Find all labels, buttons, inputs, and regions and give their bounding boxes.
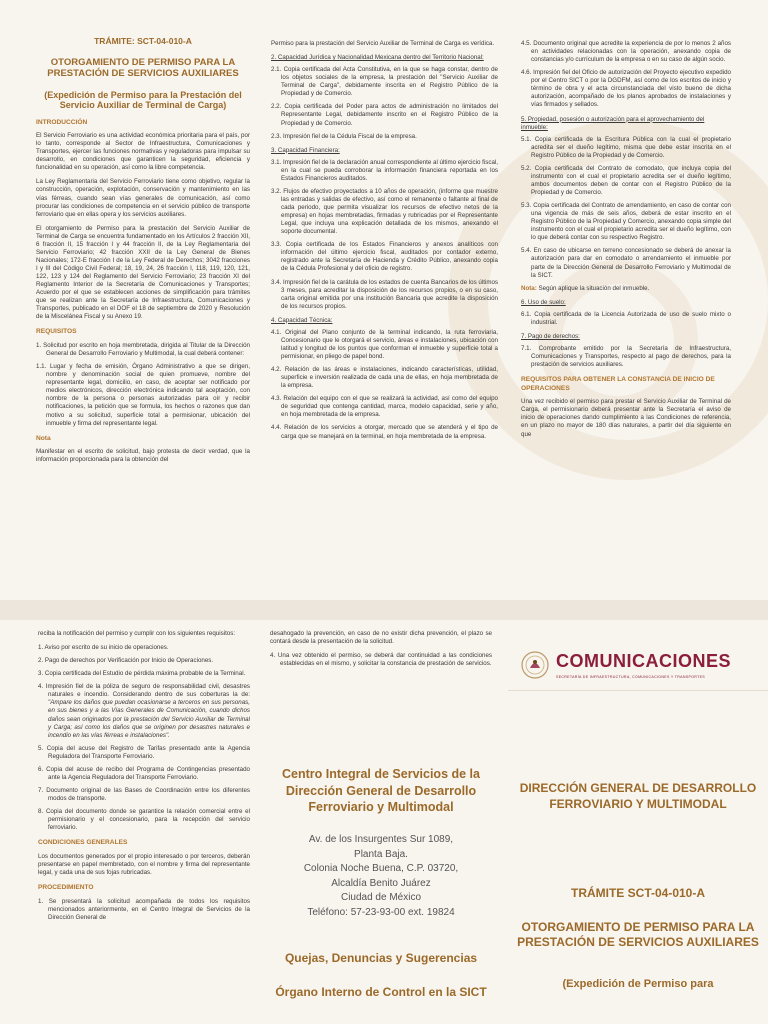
service-center-title: Centro Integral de Servicios de la Dirección General de Desarrollo Ferroviario y Multimodal [282,767,480,814]
intro-heading: INTRODUCCIÓN [36,118,88,126]
constancia-text: Una vez recibido el permiso para prestar el Servicio Auxiliar de Terminal de Carga, el permisionario deberá presentar ante la Secretaría el aviso de inicio de operaciones dando cumplimiento a las Condiciones de referencia, en un plazo no mayor de 180 días naturales, a partir del día siguiente en que [521,398,731,438]
requirement-item: 4.3. Relación del equipo con el que se realizará la actividad, así como del equipo de seguridad que contenga cantidad, marca, modelo capacidad, serie y año, en hoja membretada de la empresa. [271,395,498,419]
intro-paragraph: El otorgamiento de Permiso para la prestación del Servicio Auxiliar de Terminal de Carga se encuentra fundamentado en los Artículos 2 fracción XII, 6 fracción II, 15 fracción I y 44 fracción II, de la Ley Reglamentaria del Servicio Ferroviario; 42 fracción XXII de la Ley General de Bienes Nacionales; 172-E fracción I de la Ley Federal de Derechos; 3042 fracciones I y III del Código Civil Federal; 18, 19, 24, 26 fracción I, 118, 119, 120, 121, 122, 123 y 124 del Reglamento del Servicio Ferroviario; 23 fracción XI del Reglamento Interior de la Secretaría de Comunicaciones y Transportes; Acuerdo por el que se establecen acciones de simplificación para trámites que se realizan ante la Secretaría de Infraestructura, Comunicaciones y Transportes, publicado en el DOF el 18 de septiembre de 2020 y Resolución de la Miscelánea Fiscal y su Anexo 19. [36,224,250,321]
requirement-item: 1. Solicitud por escrito en hoja membretada, dirigida al Titular de la Dirección General de Desarrollo Ferroviario y Multimodal, la cual deberá contener: [36,342,250,358]
cover-title: OTORGAMIENTO DE PERMISO PARA LA PRESTACIÓN DE SERVICIOS AUXILIARES [517,919,759,950]
bottom-column-1 [38,630,250,927]
requirement-item: 5.3. Copia certificada del Contrato de arrendamiento, en caso de contar con una vigencia de más de seis años, deberá de estar inscrito en el Registro Público de la Propiedad y Comercio, anexando copia simple del instrumento con el cual el propietario acredita ser el dueño legítimo, con lo que deberá contar con su respectivo Registro. [521,202,731,242]
procedure-heading: PROCEDIMIENTO [38,884,94,891]
note-heading: Nota [36,434,51,442]
section-heading: 4. Capacidad Técnica: [271,316,333,324]
requirement-item: 5.2. Copia certificada del Contrato de comodato, que incluya copia del instrumento con el cual el propietario acredita ser el dueño legítimo, ambos documentos deben de contar con el Registro Público de la Propiedad y de Comercio. [521,164,731,196]
complaints-heading: Quejas, Denuncias y Sugerencias [284,951,478,965]
requirement-item: 5. Copia del acuse del Registro de Tarifas presentado ante la Agencia Reguladora del Transporte Ferroviario. [38,744,250,760]
note-label: Nota: [521,284,537,292]
requirement-item: 3.1. Impresión fiel de la declaración anual correspondiente al último ejercicio fiscal, en la cual se pueda corroborar la información financiera reportada en los Estados Financieros auditados. [271,158,498,182]
requirement-item [38,683,250,739]
requirement-item: 4.1. Original del Plano conjunto de la terminal indicando, la ruta ferroviaria, Concesionario que le otorgará el servicio, áreas e instalaciones, ubicación con latitud y longitud de los puntos que conforman el inmueble y superficie total a permisionar, en pliego de papel bond. [271,328,498,360]
requirement-item: 6. Copia del acuse de recibo del Programa de Contingencias presentado ante la Agencia Reguladora del Transporte Ferroviario. [38,765,250,781]
brand-header [508,640,768,691]
requirement-item: 3.3. Copia certificada de los Estados Financieros y anexos analíticos con información del último ejercicio fiscal, auditados por contador externo, registrado ante la Secretaría de Hacienda y Crédito Público, anexando copia de la Cédula Profesional y del oficio de registro. [271,241,498,273]
directorate-title: DIRECCIÓN GENERAL DE DESARROLLO FERROVIARIO Y MULTIMODAL [519,781,757,811]
intro-paragraph: La Ley Reglamentaria del Servicio Ferroviario tiene como objetivo, regular la construcción, operación, explotación, conservación y mantenimiento en las vías férreas, cuando sean vías generales de comunicación, así como procurar las condiciones de competencia en el servicio público de transporte ferroviario que en ellas opera y los servicios auxiliares. [36,178,250,218]
requirements-heading: REQUISITOS [36,328,77,336]
requirement-item: 4.2. Relación de las áreas e instalaciones, indicando características, utilidad, superficie e inversión realizada de cada una de ellas, en hoja membretada de la empresa. [271,366,498,390]
tramite-code: TRÁMITE: SCT-04-010-A [94,36,192,46]
constancia-heading: REQUISITOS PARA OBTENER LA CONSTANCIA DE INICIO DE OPERACIONES [521,376,715,392]
requirement-item: 7.1. Comprobante emitido por la Secretaría de Infraestructura, Comunicaciones y Transportes, respecto al pago de derechos, para la prestación de servicios auxiliares. [521,344,731,369]
requirement-item: 2.1. Copia certificada del Acta Constitutiva, en la que se haga constar, dentro de los objetos sociales de la empresa, la prestación del "Servicio Auxiliar de Terminal de Carga", debidamente inscrita en el Registro Público de la Propiedad y de Comercio. [271,66,498,98]
top-column-3 [521,40,731,445]
procedure-item: 1. Se presentará la solicitud acompañada de todos los requisitos mencionados anteriormente, en el Centro Integral de Servicios de la Dirección General de [38,897,250,921]
requirement-item: 6.1. Copia certificada de la Licencia Autorizada de uso de suelo mixto o industrial. [521,310,731,326]
brand-name: COMUNICACIONES [556,651,732,672]
note-line [521,285,731,293]
section-heading: 7. Pago de derechos: [521,332,580,340]
conditions-heading: CONDICIONES GENERALES [38,839,128,847]
coverage-quote: "Ampare los daños que puedan ocasionarse a terceros en sus personas, en sus bienes y a las Vías Generales de Comunicación, cuando dichos daños sean originados por la prestación del Servicio Auxiliar de Terminal y Carga; así como los daños que se originen por desastres naturales e incendio en las vías férreas e instalaciones". [48,699,250,739]
bottom-page [0,620,768,1024]
continued-text: desahogado la prevención, en caso de no existir dicha prevención, el plazo se contará desde la presentación de la solicitud. [270,630,492,646]
requirement-item: 4.4. Relación de los servicios a otorgar, mercado que se atenderá y el tipo de carga que se manejará en la terminal, en hoja membretada de la empresa. [271,424,498,440]
page-divider [0,600,768,620]
document-title: OTORGAMIENTO DE PERMISO PARA LA PRESTACIÓN DE SERVICIOS AUXILIARES [47,57,239,80]
requirement-item: 3. Copia certificada del Estudio de pérdida máxima probable de la Terminal. [38,670,246,678]
procedure-item: 4. Una vez obtenido el permiso, se deberá dar continuidad a las condiciones establecidas en el mismo, y solicitar la constancia de prestación de servicios. [270,652,492,668]
section-heading: 6. Uso de suelo: [521,298,566,306]
requirement-item: 2. Pago de derechos por Verificación por Inicio de Operaciones. [38,657,214,665]
requirement-item: 1.1. Lugar y fecha de emisión, Órgano Administrativo a que se dirigen, nombre y denominación social de quien promueve, nombre del representante legal, domicilio, en caso, de aceptar ser notificado por medios electrónicos, dirección electrónica indicando tal aceptación, con nombre de la persona o personas autorizadas para oír y recibir notificaciones, la petición que se formula, los hechos o razones que dan motivo a su solicitud, superficie total a permisionar, ubicación del inmueble y firma del representante legal. [36,363,250,427]
section-heading: 3. Capacidad Financiera: [271,146,340,154]
requirement-item: 2.2. Copia certificada del Poder para actos de administración no limitados del Representante Legal, debidamente inscrito en el Registro Público de la Propiedad y de Comercio. [271,103,498,127]
internal-control-heading: Órgano Interno de Control en la SICT [275,985,487,1000]
address-line: Planta Baja. [354,848,408,860]
requirement-text: 4. Impresión fiel de la póliza de seguro de responsabilidad civil, desastres naturales e incendio. Considerando dentro de sus coberturas la de: [38,683,250,699]
address-line: Colonia Noche Buena, C.P. 03720, [303,863,459,874]
top-column-2 [271,40,498,446]
requirement-item: 5.1. Copia certificada de la Escritura Pública con la cual el propietario acredita ser el dueño legítimo, misma que debe estar inscrita en el Registro Público de la Propiedad y de Comercio. [521,135,731,159]
cover-panel [508,640,768,1024]
continued-text: reciba la notificación del permiso y cumplir con los siguientes requisitos: [38,630,236,637]
document-subtitle: (Expedición de Permiso para la Prestación del Servicio Auxiliar de Terminal de Carga) [44,89,242,111]
section-heading: 5. Propiedad, posesión o autorización para el aprovechamiento del inmueble: [521,115,705,131]
cover-tramite-code: TRÁMITE SCT-04-010-A [570,886,706,901]
requirement-item: 3.4. Impresión fiel de la carátula de los estados de cuenta Bancarios de los últimos 3 meses, para acreditar la disposición de los recursos propios, o en su caso, carta original emitida por una institución Bancaria que acredite la disposición de los recursos propios. [271,278,498,310]
national-emblem-icon [520,650,550,680]
requirement-item: 5.4. En caso de ubicarse en terreno concesionado se deberá de anexar la autorización para dar en comodato o arrendamiento el inmueble por parte de la Dirección General de Desarrollo Ferroviario y Multimodal de la SICT. [521,247,731,279]
requirement-item: 2.3. Impresión fiel de la Cédula Fiscal de la empresa. [271,132,417,140]
requirement-item: 1. Aviso por escrito de su inicio de operaciones. [38,644,169,652]
intro-paragraph: El Servicio Ferroviario es una actividad económica prioritaria para el país, por lo tanto, corresponde al Sector de Infraestructura, Comunicaciones y Transportes, ejercer las funciones normativas y reguladoras para impulsar su desarrollo, en condiciones que garanticen la seguridad, eficiencia y funcionalidad en su operación, así como la libre competencia. [36,132,250,172]
requirement-item: 8. Copia del documento donde se garantice la relación comercial entre el permisionario y el concesionario, para la recepción del servicio ferroviario. [38,808,250,832]
brand-subtitle: SECRETARÍA DE INFRAESTRUCTURA, COMUNICACIONES Y TRANSPORTES [556,674,705,679]
address-line: Av. de los Insurgentes Sur 1089, [308,834,454,845]
address-block [270,833,492,920]
requirement-item: 3.2. Flujos de efectivo proyectados a 10 años de operación, (informe que muestre las entradas y salidas de efectivo, así como el remanente o faltante al final de cada periodo, que permita visualizar los recursos de efectivo netos de la empresa) en hojas membretadas, firmadas y rubricadas por el Representante Legal, que incluya una explicación detallada de los mismos, anexando el soporte documental. [271,187,498,236]
bottom-column-2 [270,630,492,1000]
cover-subtitle: (Expedición de Permiso para [562,977,714,990]
phone-line: Teléfono: 57-23-93-00 ext. 19824 [307,906,455,918]
continued-text: Permiso para la prestación del Servicio Auxiliar de Terminal de Carga es verídica. [271,40,495,47]
note-text: Manifestar en el escrito de solicitud, bajo protesta de decir verdad, que la información proporcionada para la obtención del [36,448,250,464]
address-line: Ciudad de México [340,892,422,903]
requirement-item: 4.6. Impresión fiel del Oficio de autorización del Proyecto ejecutivo expedido por el Centro SICT o por la DGDFM, así como de los escritos de inicio y término de obra y el acta circunstanciada del visto bueno de dicha autorización, acompañado de los planos aprobados de instalaciones y vías firmados y sellados. [521,69,731,109]
conditions-text: Los documentos generados por el propio interesado o por terceros, deberán presentarse en papel membretado, con el nombre y firma del representante legal, y cada una de sus fojas rubricadas. [38,852,250,876]
note-text: Según aplique la situación del inmueble. [538,284,650,292]
top-column-1 [36,36,250,470]
brand-text [556,650,731,679]
address-line: Alcaldía Benito Juárez [331,877,431,889]
section-heading: 2. Capacidad Jurídica y Nacionalidad Mexicana dentro del Territorio Nacional: [271,54,484,62]
requirement-item: 7. Documento original de las Bases de Coordinación entre los diferentes modos de transporte. [38,786,250,802]
requirement-item: 4.5. Documento original que acredite la experiencia de por lo menos 2 años en actividades relacionadas con la operación, anexando copia de constancias y/o currículum de la empresa o en su caso de algún socio. [521,40,731,64]
